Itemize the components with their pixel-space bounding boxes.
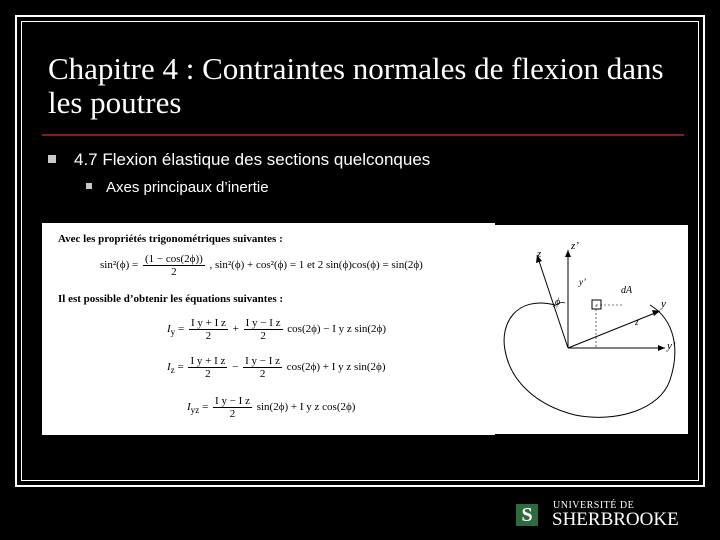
eq3-f1-denominator: 2 (229, 408, 236, 420)
label-z: z (537, 248, 542, 260)
eq2-lhs: I (167, 361, 171, 374)
y-prime-arrow-icon (658, 345, 665, 351)
eq2-f1-denominator: 2 (205, 368, 211, 380)
section-outline (504, 303, 675, 417)
identity1-lhs: sin²(ϕ) = (100, 259, 139, 272)
bullet-level-1 (48, 150, 430, 170)
identity1-denominator: 2 (171, 266, 177, 278)
eq1-operator: + (232, 323, 239, 336)
eq1-fraction1 (189, 317, 228, 342)
eq1-f1-denominator: 2 (205, 330, 212, 342)
eq3-lhs-sub: yz (190, 405, 200, 416)
eq1-f2-numerator: I y − I z (245, 317, 281, 329)
identity-line (100, 253, 423, 278)
y-axis (568, 311, 660, 348)
bullet-square-icon (86, 183, 92, 189)
eq3-tail: sin(2ϕ) + I y z cos(2ϕ) (256, 401, 356, 414)
dA-element (592, 300, 601, 309)
eq2-tail: cos(2ϕ) + I y z sin(2ϕ) (286, 361, 386, 374)
eq1-tail: cos(2ϕ) − I y z sin(2ϕ) (287, 323, 387, 336)
eq1-lhs: I (167, 323, 171, 336)
slide-title: Chapitre 4 : Contraintes normales de flexion dans les poutres (48, 51, 664, 120)
eq1-f1-numerator: I y + I z (190, 317, 226, 329)
eq3-lhs: I (187, 401, 191, 414)
eq3-fraction1 (213, 395, 252, 420)
bullet-square-icon (48, 155, 56, 163)
label-dA: dA (621, 285, 633, 296)
intro2-text: Il est possible d’obtenir les équations suivantes : (58, 293, 284, 305)
equation-iy: $I_y$ = $\frac{\text{I y + I z}}{2}$ + $\frac{\text{I y − I z}}{2}$ cos(2ϕ) − I y z sin(2ϕ) (167, 317, 387, 342)
identity1-fraction (143, 253, 205, 278)
logo-main-text: SHERBROOKE (552, 509, 679, 530)
eq2-f2-denominator: 2 (259, 368, 266, 380)
logo-top-text: UNIVERSITÉ DE (553, 500, 635, 511)
label-z-prime: z’ (571, 240, 579, 252)
eq1-fraction2 (244, 317, 283, 342)
equation-iyz: $I_{yz}$ = $\frac{\text{I y − I z}}{2}$ sin(2ϕ) + I y z cos(2ϕ) (187, 395, 356, 420)
intro-text: Avec les propriétés trigonométriques suivantes : (58, 233, 283, 245)
label-y-prime: y’ (667, 340, 676, 352)
bullet-level-2-text: Axes principaux d’inertie (106, 179, 269, 196)
label-y: y (661, 298, 666, 310)
title-divider (42, 134, 684, 136)
identity1-numerator: (1 − cos(2ϕ)) (144, 253, 203, 265)
eq3-f1-numerator: I y − I z (215, 395, 250, 407)
eq2-operator: − (232, 361, 239, 374)
label-y-prime-small: y’ (579, 277, 586, 287)
axes-figure (495, 225, 688, 434)
equations-panel (42, 223, 495, 435)
label-phi: ϕ (555, 297, 561, 308)
eq2-f1-numerator: I y + I z (190, 355, 226, 367)
eq2-f2-numerator: I y − I z (245, 355, 281, 367)
eq1-lhs-sub: y (170, 327, 176, 338)
bullet-level-2 (86, 179, 269, 196)
z-axis (537, 255, 568, 348)
equation-iz: $I_z$ = $\frac{\text{I y + I z}}{2}$ − $\frac{\text{I y − I z}}{2}$ cos(2ϕ) + I y z sin(2ϕ) (167, 355, 386, 380)
sherbrooke-mark-icon: S (516, 504, 538, 526)
eq2-lhs-sub: z (170, 365, 175, 376)
eq1-f2-denominator: 2 (260, 330, 266, 342)
axes-diagram (495, 225, 688, 434)
bullet-level-1-text: 4.7 Flexion élastique des sections quelconques (74, 150, 431, 169)
label-z-small: z (635, 317, 639, 327)
y-arrow-icon (652, 310, 660, 316)
eq2-fraction1 (188, 355, 227, 380)
eq2-fraction2 (243, 355, 282, 380)
identity2-text: , sin²(ϕ) + cos²(ϕ) = 1 et 2 sin(ϕ)cos(ϕ) = sin(2ϕ) (209, 259, 423, 272)
